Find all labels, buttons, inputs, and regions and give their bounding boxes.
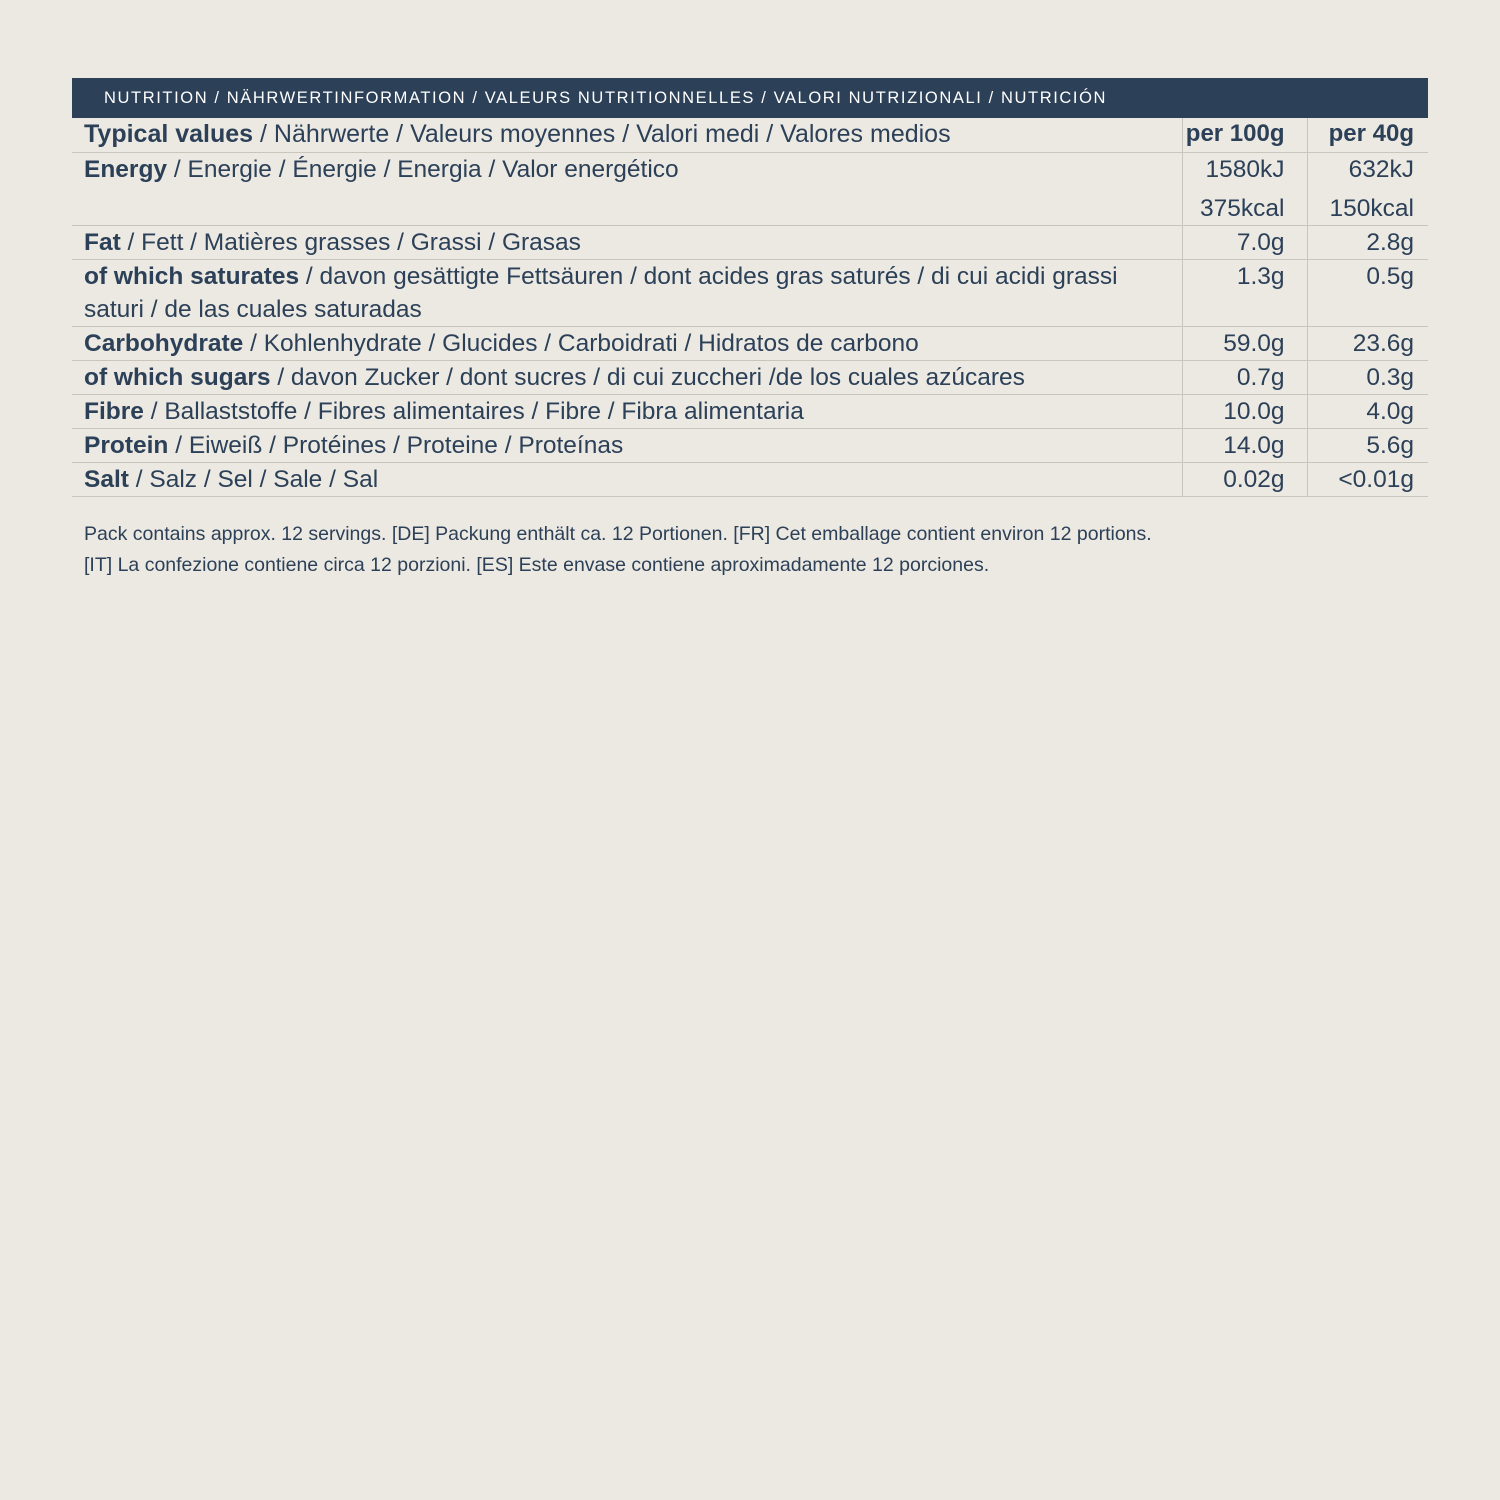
nutrient-name: Protein <box>84 432 169 460</box>
nutrition-table <box>72 118 1428 497</box>
value-per-100g <box>1182 152 1307 225</box>
nutrient-translations: / Fett / Matières grasses / Grassi / Grasas <box>120 228 581 256</box>
value-per-40g <box>1307 152 1428 225</box>
nutrient-translations: / davon Zucker / dont sucres / di cui zuccheri /de los cuales azúcares <box>270 364 1025 392</box>
table-row <box>72 259 1428 326</box>
value-per-100g-main: 1580kJ <box>1205 155 1285 183</box>
table-row <box>72 327 1428 361</box>
nutrition-panel <box>72 78 1428 580</box>
nutrient-name: Fibre <box>84 398 144 426</box>
nutrient-translations: / davon gesättigte Fettsäuren / dont acides gras saturés / di cui acidi grassi saturi / de las cuales saturadas <box>84 262 1118 323</box>
value-per-40g: 2.8g <box>1307 225 1428 259</box>
value-per-40g-sub: 150kcal <box>1329 194 1414 222</box>
value-per-40g: 23.6g <box>1307 327 1428 361</box>
value-per-40g: 0.5g <box>1307 259 1428 326</box>
servings-footnote-line-2: [IT] La confezione contiene circa 12 porzioni. [ES] Este envase contiene aproximadamente 12 porciones. <box>84 553 990 576</box>
value-per-40g: 0.3g <box>1307 361 1428 395</box>
nutrient-translations: / Energie / Énergie / Energia / Valor energético <box>167 155 679 183</box>
nutrient-name: Fat <box>84 228 121 256</box>
typical-values-rest: / Nährwerte / Valeurs moyennes / Valori medi / Valores medios <box>253 120 951 148</box>
nutrient-label <box>72 361 1182 395</box>
nutrient-translations: / Eiweiß / Protéines / Proteine / Proteínas <box>168 432 624 460</box>
table-row <box>72 152 1428 225</box>
value-per-40g: <0.01g <box>1307 463 1428 497</box>
typical-values-bold: Typical values <box>84 120 254 148</box>
servings-footnote-line-1: Pack contains approx. 12 servings. [DE] Packung enthält ca. 12 Portionen. [FR] Cet emballage contient environ 12 portions. <box>84 523 1152 546</box>
table-row <box>72 361 1428 395</box>
value-per-40g: 5.6g <box>1307 429 1428 463</box>
nutrient-name: Energy <box>84 155 168 183</box>
nutrient-label <box>72 463 1182 497</box>
table-row <box>72 463 1428 497</box>
typical-values-label <box>72 118 1182 152</box>
value-per-100g: 0.7g <box>1182 361 1307 395</box>
table-row <box>72 395 1428 429</box>
column-header-per-40g: per 40g <box>1307 118 1428 152</box>
value-per-100g-sub: 375kcal <box>1200 194 1285 222</box>
value-per-100g: 0.02g <box>1182 463 1307 497</box>
value-per-40g: 4.0g <box>1307 395 1428 429</box>
nutrient-translations: / Ballaststoffe / Fibres alimentaires / Fibre / Fibra alimentaria <box>143 398 804 426</box>
nutrient-label <box>72 395 1182 429</box>
nutrient-name: of which saturates <box>84 262 300 290</box>
column-header-per-100g: per 100g <box>1182 118 1307 152</box>
nutrient-name: Salt <box>84 466 129 494</box>
value-per-100g: 1.3g <box>1182 259 1307 326</box>
nutrient-translations: / Kohlenhydrate / Glucides / Carboidrati / Hidratos de carbono <box>243 330 919 358</box>
value-per-100g: 7.0g <box>1182 225 1307 259</box>
nutrient-name: Carbohydrate <box>84 330 244 358</box>
nutrition-header-bar <box>72 78 1428 118</box>
table-row <box>72 429 1428 463</box>
nutrient-label <box>72 259 1182 326</box>
table-row <box>72 225 1428 259</box>
servings-footnote <box>72 497 1428 579</box>
nutrient-label <box>72 152 1182 225</box>
table-header-row <box>72 118 1428 152</box>
value-per-100g: 59.0g <box>1182 327 1307 361</box>
nutrient-translations: / Salz / Sel / Sale / Sal <box>128 466 379 494</box>
nutrient-label <box>72 327 1182 361</box>
value-per-100g: 14.0g <box>1182 429 1307 463</box>
nutrient-label <box>72 225 1182 259</box>
nutrition-header-title: NUTRITION / NÄHRWERTINFORMATION / VALEURS NUTRITIONNELLES / VALORI NUTRIZIONALI / NUTRICIÓN <box>104 88 1108 107</box>
value-per-100g: 10.0g <box>1182 395 1307 429</box>
nutrient-name: of which sugars <box>84 364 271 392</box>
nutrient-label <box>72 429 1182 463</box>
value-per-40g-main: 632kJ <box>1348 155 1414 183</box>
